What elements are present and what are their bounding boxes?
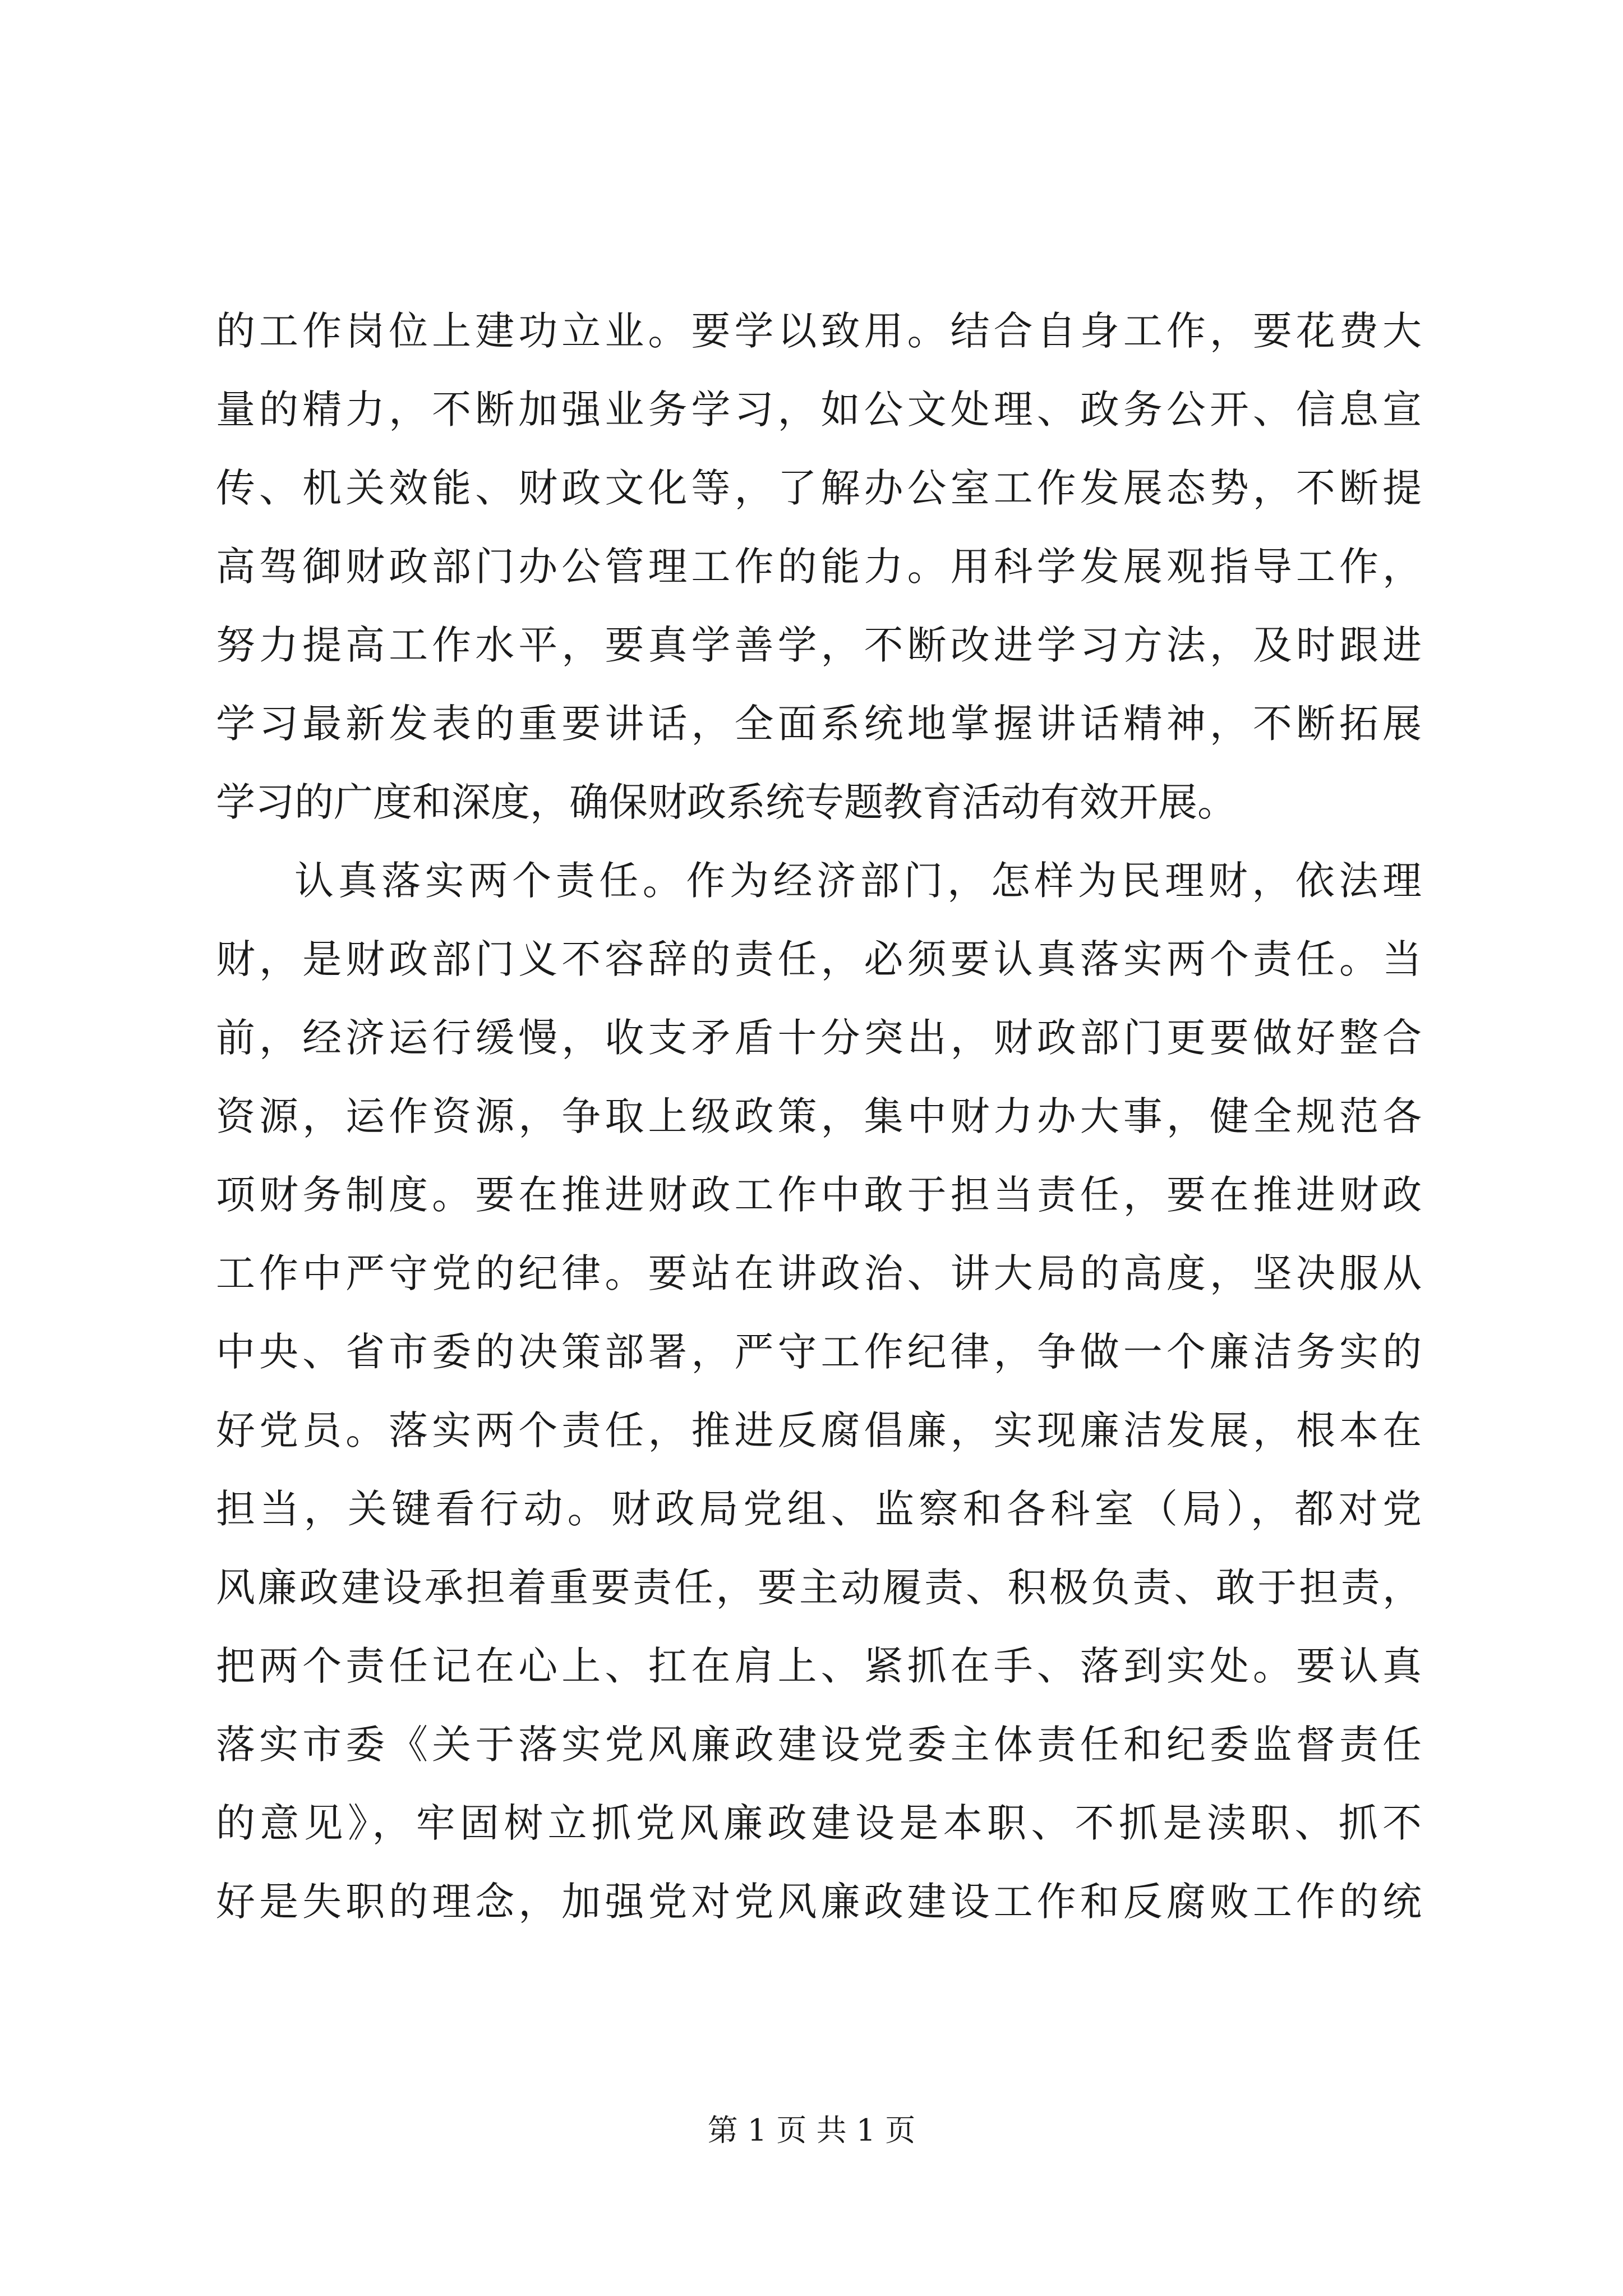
text-line: 中央、省市委的决策部署，严守工作纪律，争做一个廉洁务实的 [216, 1329, 1422, 1375]
text-line: 前，经济运行缓慢，收支矛盾十分突出，财政部门更要做好整合 [216, 1015, 1422, 1061]
text-line: 的意见》，牢固树立抓党风廉政建设是本职、不抓是渎职、抓不 [216, 1800, 1422, 1846]
text-line: 传、机关效能、财政文化等，了解办公室工作发展态势，不断提 [216, 465, 1422, 511]
text-line: 把两个责任记在心上、扛在肩上、紧抓在手、落到实处。要认真 [216, 1643, 1422, 1689]
text-line: 资源，运作资源，争取上级政策，集中财力办大事，健全规范各 [216, 1093, 1422, 1139]
text-line: 好是失职的理念，加强党对党风廉政建设工作和反腐败工作的统 [216, 1879, 1422, 1925]
text-line: 学习的广度和深度，确保财政系统专题教育活动有效开展。 [216, 779, 1237, 825]
text-line: 的工作岗位上建功立业。要学以致用。结合自身工作，要花费大 [216, 308, 1422, 354]
text-line: 财，是财政部门义不容辞的责任，必须要认真落实两个责任。当 [216, 936, 1422, 982]
paragraph-start-line: 认真落实两个责任。作为经济部门，怎样为民理财，依法理 [294, 858, 1422, 904]
body-text [216, 292, 1422, 1941]
text-line: 高驾御财政部门办公管理工作的能力。用科学发展观指导工作， [216, 544, 1422, 590]
page-number-footer: 第 1 页 共 1 页 [707, 2113, 916, 2148]
text-line: 好党员。落实两个责任，推进反腐倡廉，实现廉洁发展，根本在 [216, 1407, 1422, 1453]
text-line: 风廉政建设承担着重要责任，要主动履责、积极负责、敢于担责， [216, 1565, 1422, 1611]
text-line: 工作中严守党的纪律。要站在讲政治、讲大局的高度，坚决服从 [216, 1250, 1422, 1296]
text-line: 量的精力，不断加强业务学习，如公文处理、政务公开、信息宣 [216, 386, 1422, 432]
text-line: 落实市委《关于落实党风廉政建设党委主体责任和纪委监督责任 [216, 1722, 1422, 1768]
text-line: 担当，关键看行动。财政局党组、监察和各科室（局），都对党 [216, 1486, 1422, 1532]
text-line: 项财务制度。要在推进财政工作中敢于担当责任，要在推进财政 [216, 1172, 1422, 1218]
text-line: 学习最新发表的重要讲话，全面系统地掌握讲话精神，不断拓展 [216, 701, 1422, 747]
text-line: 努力提高工作水平，要真学善学，不断改进学习方法，及时跟进 [216, 622, 1422, 668]
